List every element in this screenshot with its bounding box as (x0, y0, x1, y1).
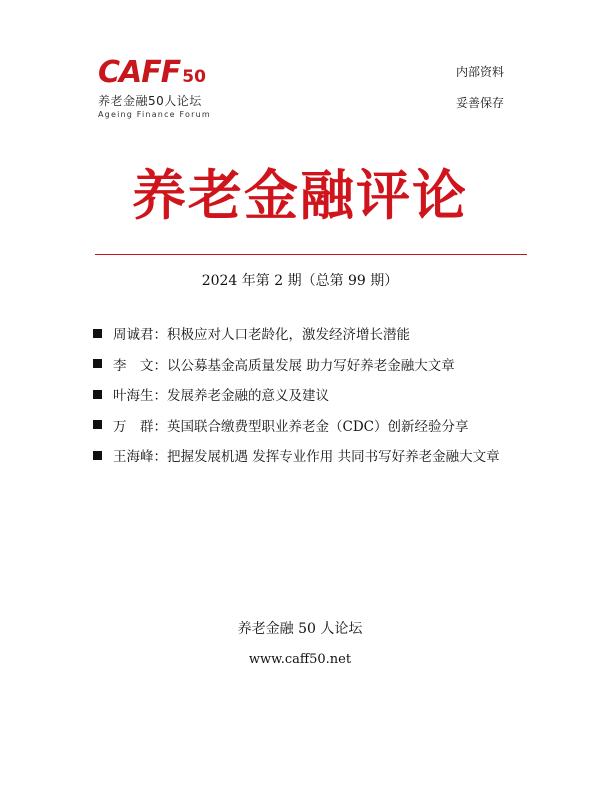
toc-article-title: 积极应对人口老龄化，激发经济增长潜能 (167, 327, 410, 344)
footer-website-link[interactable]: www.caff50.net (248, 652, 352, 667)
toc-author: 李 文： (113, 357, 167, 374)
square-bullet-icon (93, 359, 102, 368)
classification-label: 内部资料 (455, 65, 504, 79)
toc-article-title: 以公募基金高质量发展 助力写好养老金融大文章 (167, 357, 455, 374)
publication-title: 养老金融评论 (132, 163, 468, 227)
toc-item (93, 318, 543, 349)
toc-author: 王海峰： (113, 449, 167, 466)
toc-author: 万 群： (113, 418, 167, 435)
toc-item (93, 410, 543, 441)
storage-note: 妥善保存 (455, 96, 504, 110)
toc-item (93, 349, 543, 380)
square-bullet-icon (93, 329, 102, 338)
toc-author: 叶海生： (113, 388, 167, 405)
issue-number: 2024 年第 2 期（总第 99 期） (201, 273, 399, 289)
toc-article-title: 英国联合缴费型职业养老金（CDC）创新经验分享 (167, 418, 469, 435)
table-of-contents (93, 318, 543, 471)
square-bullet-icon (93, 420, 102, 429)
logo-mark (98, 55, 228, 90)
forum-logo (98, 55, 228, 119)
logo-number: 50 (182, 67, 206, 87)
toc-article-title: 把握发展机遇 发挥专业作用 共同书写好养老金融大文章 (167, 449, 500, 466)
document-meta (456, 66, 504, 128)
toc-article-title: 发展养老金融的意义及建议 (167, 388, 329, 405)
toc-author: 周诚君： (113, 327, 167, 344)
toc-item (93, 379, 543, 410)
footer-organization: 养老金融 50 人论坛 (237, 621, 363, 637)
square-bullet-icon (93, 390, 102, 399)
title-divider (95, 254, 527, 255)
logo-name-chinese: 养老金融50人论坛 (98, 94, 202, 108)
square-bullet-icon (93, 451, 102, 460)
logo-caff-text: CAFF (98, 55, 181, 90)
toc-item (93, 440, 543, 471)
logo-name-english: Ageing Finance Forum (98, 110, 211, 119)
